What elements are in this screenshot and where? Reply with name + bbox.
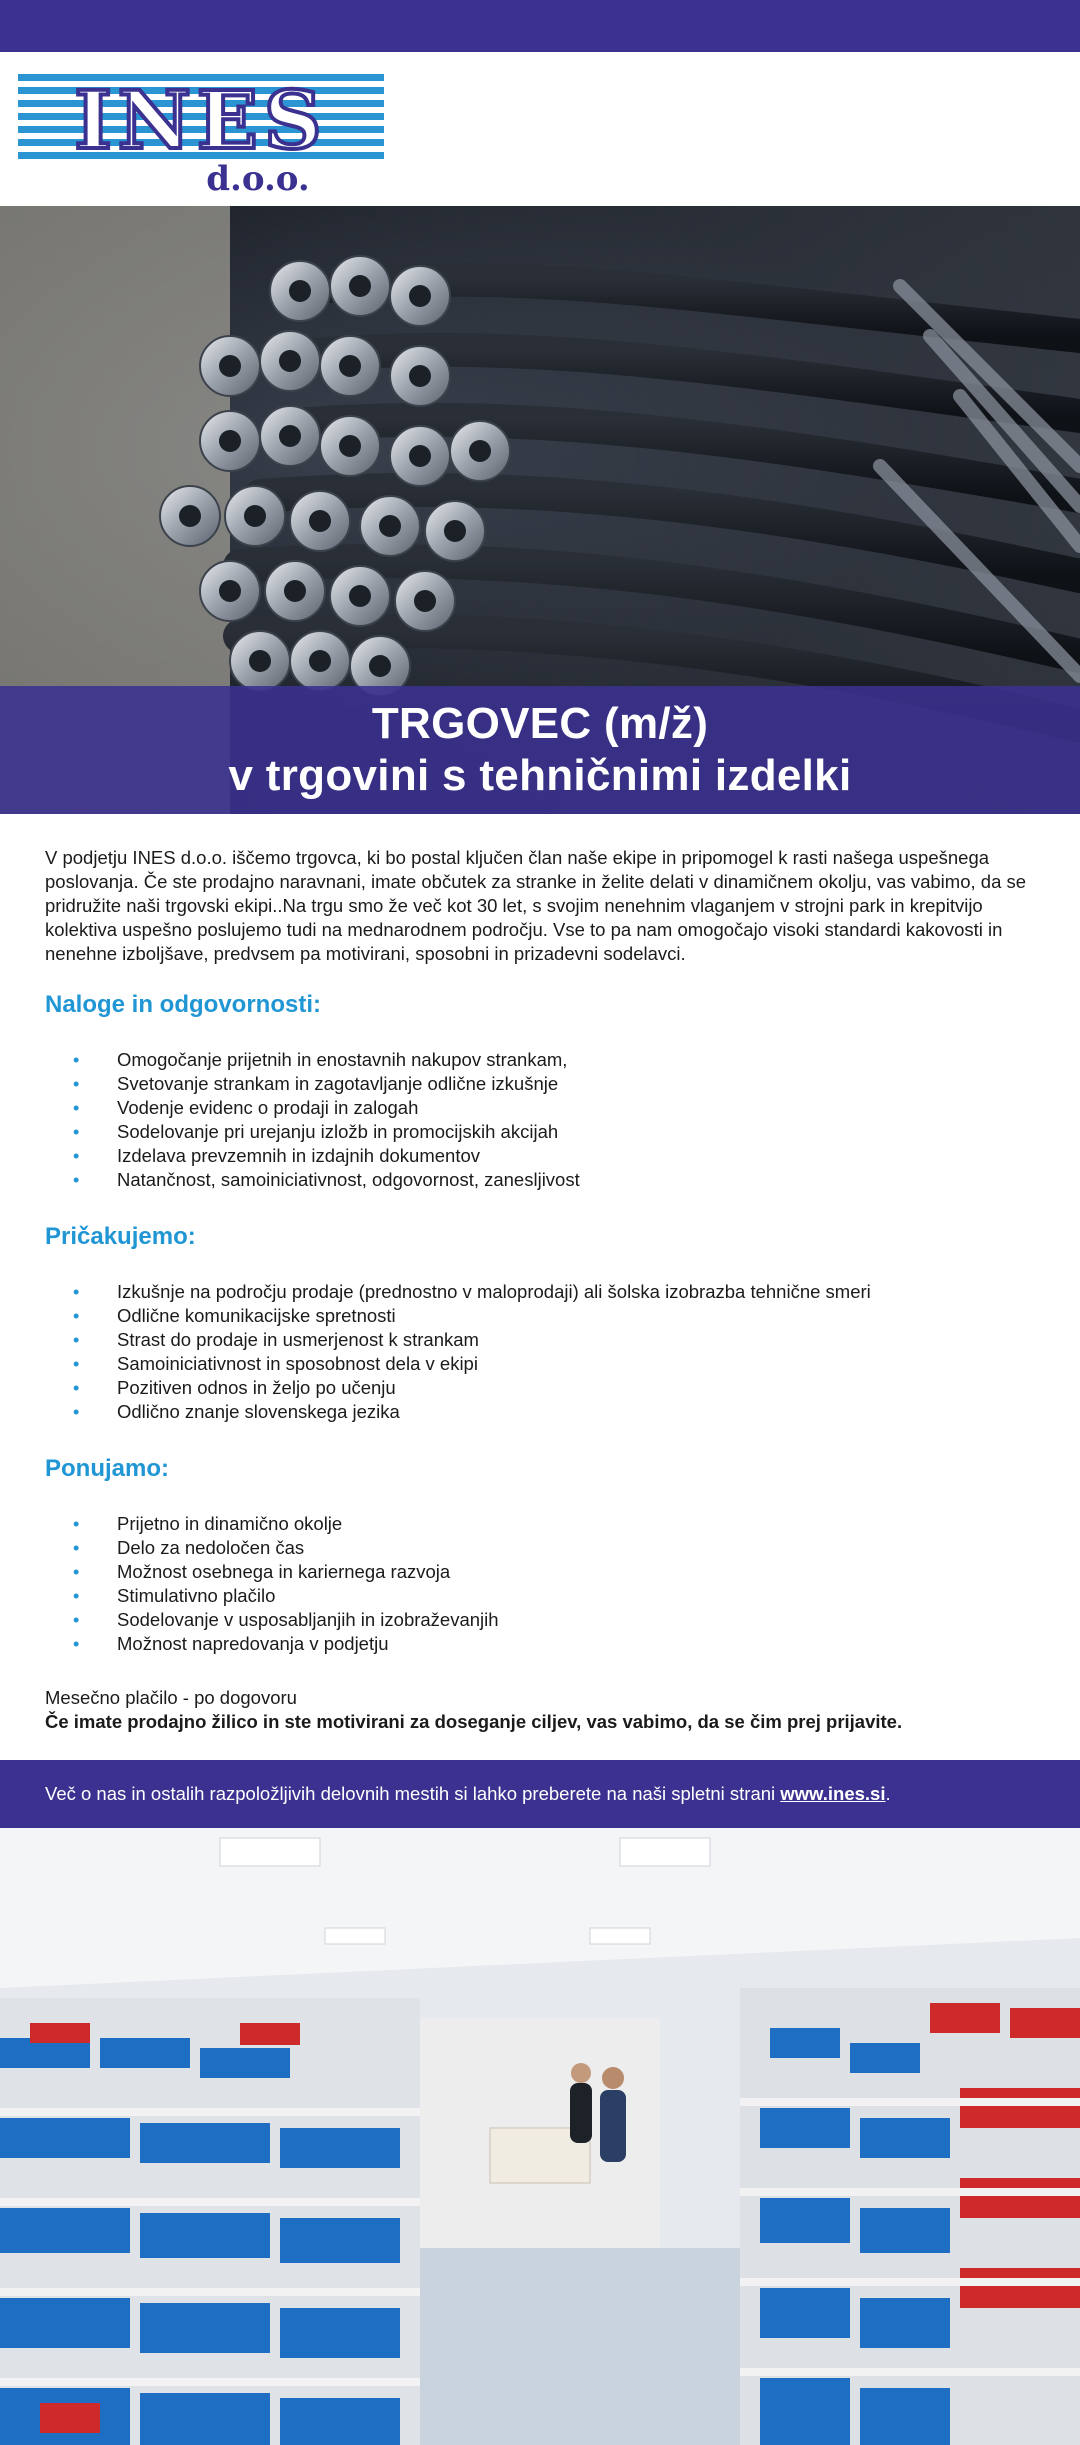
right-shelves (740, 1988, 1080, 2445)
section-heading-offer: Ponujamo: (45, 1455, 169, 1482)
list-item: • Sodelovanje pri urejanju izložb in promocijskih akcijah (45, 1120, 1035, 1144)
store-interior-image (0, 1828, 1080, 2445)
store-illustration (0, 1828, 1080, 2445)
website-link[interactable]: www.ines.si (780, 1783, 886, 1804)
list-item: • Sodelovanje v usposabljanjih in izobraževanjih (45, 1608, 1035, 1632)
offer-list (45, 1512, 1035, 1656)
job-title-banner (0, 686, 1080, 814)
left-shelves (0, 1998, 420, 2445)
expectations-list (45, 1280, 1035, 1424)
company-logo[interactable] (18, 70, 388, 196)
list-item: • Pozitiven odnos in željo po učenju (45, 1376, 1035, 1400)
list-item: • Možnost osebnega in kariernega razvoja (45, 1560, 1035, 1584)
list-item: • Samoiniciativnost in sposobnost dela v ekipi (45, 1352, 1035, 1376)
call-to-action: Če imate prodajno žilico in ste motivirani za doseganje ciljev, vas vabimo, da se čim prej prijavite. (45, 1711, 903, 1732)
list-item: • Stimulativno plačilo (45, 1584, 1035, 1608)
list-item: • Delo za nedoločen čas (45, 1536, 1035, 1560)
svg-text:INES: INES (74, 73, 328, 167)
list-item: • Prijetno in dinamično okolje (45, 1512, 1035, 1536)
list-item: • Natančnost, samoiniciativnost, odgovornost, zanesljivost (45, 1168, 1035, 1192)
list-item: • Odlične komunikacijske spretnosti (45, 1304, 1035, 1328)
header (0, 52, 1080, 206)
intro-paragraph: V podjetju INES d.o.o. iščemo trgovca, ki bo postal ključen član naše ekipe in pripomogel k rasti našega uspešnega poslovanja. Če ste prodajno naravnani, imate občutek za stranke in želite delati v dinamičnem okolju, vas vabimo, da se pridružite naši trgovski ekipi..Na trgu smo že več kot 30 let, s svojim nenehnim vlaganjem v strojni park in krepitvijo kolektiva uspešno poslujemo tudi na mednarodnem področju. Vse to pa nam omogočajo visoki standardi kakovosti in nenehne izboljšave, predvsem pa motivirani, sposobni in prizadevni sodelavci. (45, 847, 1027, 964)
list-item: • Strast do prodaje in usmerjenost k strankam (45, 1328, 1035, 1352)
section-heading-tasks: Naloge in odgovornosti: (45, 991, 321, 1018)
list-item: • Svetovanje strankam in zagotavljanje odlične izkušnje (45, 1072, 1035, 1096)
footer-text: Več o nas in ostalih razpoložljivih delovnih mestih si lahko preberete na naši spletni strani www.ines.si. (45, 1783, 891, 1804)
list-item: • Omogočanje prijetnih in enostavnih nakupov strankam, (45, 1048, 1035, 1072)
section-heading-expectations: Pričakujemo: (45, 1223, 196, 1250)
footer-bar (0, 1760, 1080, 1828)
top-bar (0, 0, 1080, 52)
job-description (45, 846, 1035, 1734)
tasks-list (45, 1048, 1035, 1192)
job-title: TRGOVEC (m/ž) (371, 699, 709, 748)
list-item: • Izdelava prevzemnih in izdajnih dokumentov (45, 1144, 1035, 1168)
list-item: • Odlično znanje slovenskega jezika (45, 1400, 1035, 1424)
list-item: • Vodenje evidenc o prodaji in zalogah (45, 1096, 1035, 1120)
job-subtitle: v trgovini s tehničnimi izdelki (228, 751, 852, 800)
salary-note: Mesečno plačilo - po dogovoru (45, 1687, 297, 1708)
svg-text:d.o.o.: d.o.o. (206, 159, 310, 196)
list-item: • Izkušnje na področju prodaje (prednostno v maloprodaji) ali šolska izobrazba tehnične smeri (45, 1280, 1035, 1304)
list-item: • Možnost napredovanja v podjetju (45, 1632, 1035, 1656)
